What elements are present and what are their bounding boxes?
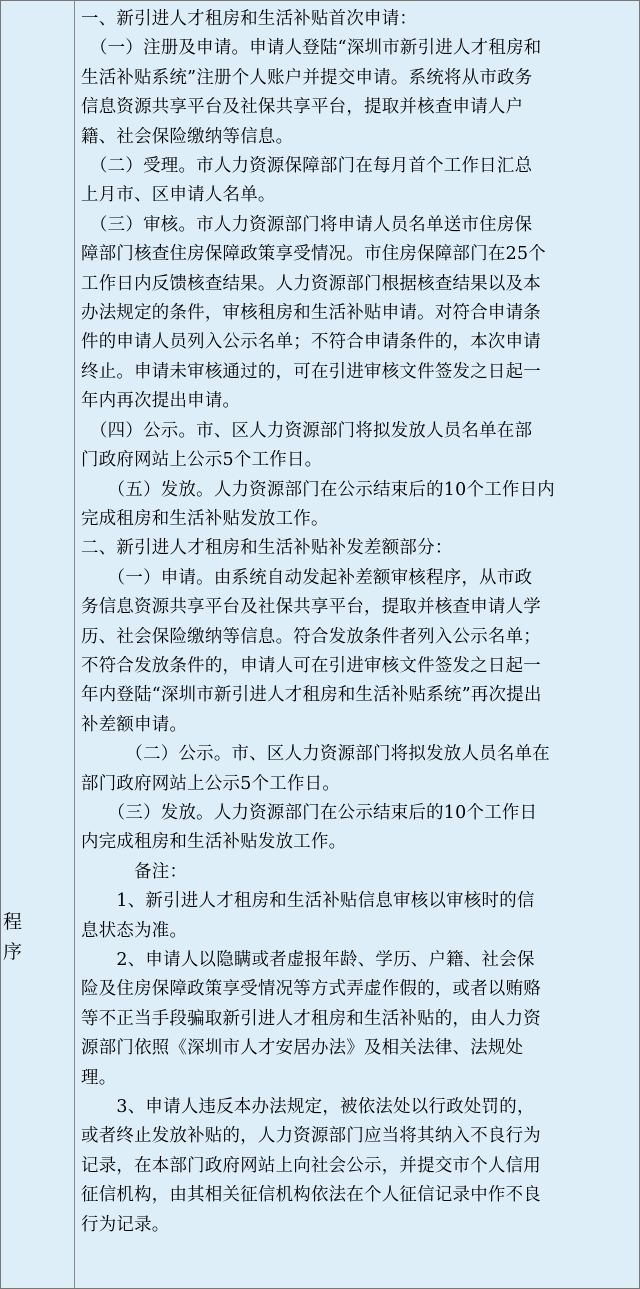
text-line: 工作日内反馈核查结果。人力资源部门根据核查结果以及本 (81, 273, 541, 294)
text-line: 终止。申请未审核通过的，可在引进审核文件签发之日起一 (81, 361, 541, 382)
text-line: 征信机构，由其相关征信机构依法在个人征信记录中作不良 (81, 1185, 541, 1206)
text-line: 完成租房和生活补贴发放工作。 (81, 508, 329, 529)
text-line: 1、新引进人才租房和生活补贴信息审核以审核时的信 (81, 891, 535, 912)
text-line: 不符合发放条件的，申请人可在引进审核文件签发之日起一 (81, 655, 541, 676)
text-line: 生活补贴系统”注册个人账户并提交申请。系统将从市政务 (81, 67, 533, 88)
text-line: （五）发放。人力资源部门在公示结束后的10个工作日内 (81, 479, 555, 500)
text-line: （一）注册及申请。申请人登陆“深圳市新引进人才租房和 (81, 38, 542, 59)
text-line: 件的申请人员列入公示名单；不符合申请条件的，本次申请 (81, 332, 541, 353)
text-line: 补差额申请。 (81, 714, 188, 735)
text-line: 等不正当手段骗取新引进人才租房和生活补贴的，由人力资 (81, 1008, 541, 1029)
text-line: 办法规定的条件，审核租房和生活补贴申请。对符合申请条 (81, 303, 541, 324)
label-cell (1, 1, 75, 1288)
text-line: （三）审核。市人力资源部门将申请人员名单送市住房保 (81, 214, 533, 235)
text-line: 上月市、区申请人名单。 (81, 185, 276, 206)
text-line: 理。 (81, 1067, 117, 1088)
text-line: 备注： (81, 861, 188, 882)
text-line: 部门政府网站上公示5个工作日。 (81, 773, 341, 794)
text-line: 二、新引进人才租房和生活补贴补发差额部分： (81, 538, 453, 559)
text-line: 年内登陆“深圳市新引进人才租房和生活补贴系统”再次提出 (81, 685, 542, 706)
text-line: 源部门依照《深圳市人才安居办法》及相关法律、法规处 (81, 1038, 524, 1059)
text-line: 2、申请人以隐瞒或者虚报年龄、学历、户籍、社会保 (81, 950, 535, 970)
text-line: 籍、社会保险缴纳等信息。 (81, 126, 294, 147)
text-line: 或者终止发放补贴的，人力资源部门应当将其纳入不良行为 (81, 1126, 541, 1147)
text-line: 年内再次提出申请。 (81, 391, 241, 412)
text-line: 门政府网站上公示5个工作日。 (81, 450, 323, 471)
text-line: 务信息资源共享平台及社保共享平台，提取并核查申请人学 (81, 597, 541, 618)
text-line: 一、新引进人才租房和生活补贴首次申请： (81, 9, 418, 29)
text-line: 3、申请人违反本办法规定，被依法处以行政处罚的， (81, 1097, 535, 1118)
text-line: （四）公示。市、区人力资源部门将拟发放人员名单在部 (81, 420, 533, 441)
text-line: 内完成租房和生活补贴发放工作。 (81, 832, 347, 853)
text-line: 行为记录。 (81, 1214, 170, 1235)
text-line: （二）公示。市、区人力资源部门将拟发放人员名单在 (81, 744, 550, 765)
text-line: 记录，在本部门政府网站上向社会公示，并提交市个人信用 (81, 1155, 541, 1176)
text-line: 信息资源共享平台及社保共享平台，提取并核查申请人户 (81, 97, 524, 118)
text-line: 历、社会保险缴纳等信息。符合发放条件者列入公示名单； (81, 626, 541, 647)
text-line: （一）申请。由系统自动发起补差额审核程序，从市政 (81, 567, 533, 588)
text-line: 息状态为准。 (81, 920, 188, 941)
side-label: 程序 (3, 911, 23, 963)
content-cell (75, 1, 639, 1288)
text-line: 障部门核查住房保障政策享受情况。市住房保障部门在25个 (81, 244, 546, 265)
text-line: （二）受理。市人力资源保障部门在每月首个工作日汇总 (81, 156, 533, 177)
text-line: 险及住房保障政策享受情况等方式弄虚作假的，或者以贿赂 (81, 979, 541, 1000)
text-line: （三）发放。人力资源部门在公示结束后的10个工作日 (81, 802, 538, 823)
